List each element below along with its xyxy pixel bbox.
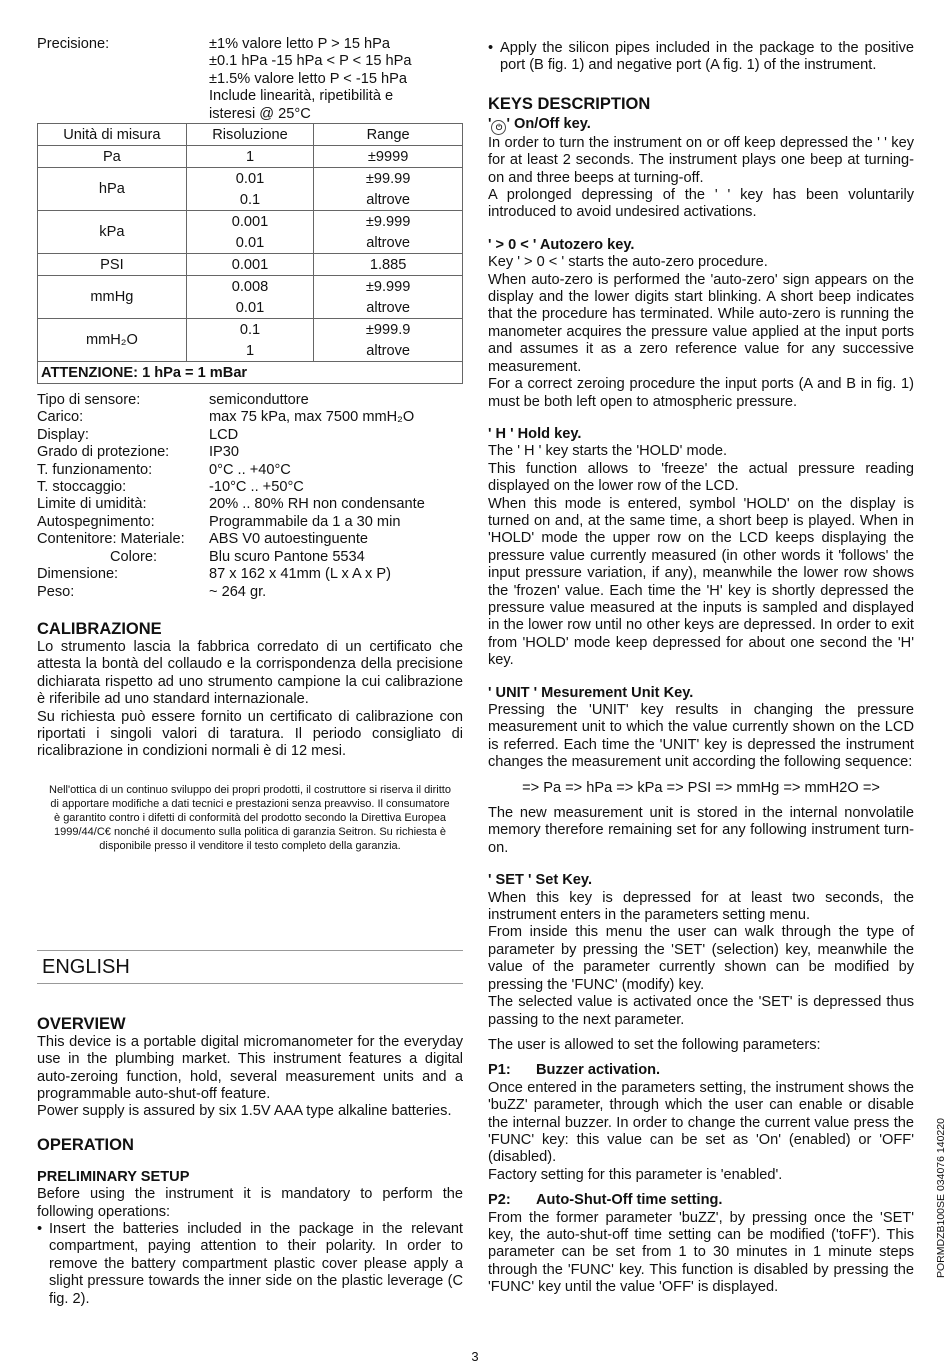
spec-row [37,584,463,601]
autozero-paragraph: When auto-zero is performed the 'auto-zero' sign appears on the display and the lower digits start blinking. A short beep indicates that the procedure has terminated. While auto-zero is running the manometer acquires the pressure value applied at the input ports and assumes it as a zero reference value for any successive measurement. [488,271,914,375]
list-item: • Apply the silicon pipes included in the package to the positive port (B fig. 1) and negative port (A fig. 1) of the instrument. [488,40,914,75]
resolution-cell: 1 [186,340,314,362]
precision-line: ±1.5% valore letto P < -15 hPa [209,70,407,87]
spec-value: 87 x 162 x 41mm (L x A x P) [209,566,391,583]
document-code: PORMDZB100SE 034076 140220 [935,1118,947,1278]
spec-value: 0°C .. +40°C [209,461,291,478]
onoff-paragraph: In order to turn the instrument on or off keep depressed the ' ' key for at least 2 seconds. The instrument plays one beep at turning-on and three beeps at turning-off. [488,134,914,186]
set-paragraph: The user is allowed to set the following parameters: [488,1036,821,1053]
specs-list [37,392,463,601]
table-row [38,254,463,276]
spec-row [37,549,463,566]
resolution-cell: 0.01 [186,168,314,190]
autozero-key-heading: ' > 0 < ' Autozero key. [488,236,635,253]
range-cell: ±9.999 [314,276,463,298]
parameter-p1-heading [488,1062,914,1079]
precision-label: Precisione: [37,36,110,52]
preliminary-setup-heading: PRELIMINARY SETUP [37,1168,190,1185]
onoff-paragraph: A prolonged depressing of the ' ' key has been voluntarily introduced to avoid undesired activations. [488,187,914,221]
right-column [488,36,914,1297]
resolution-cell: 0.1 [186,189,314,211]
precision-line: ±0.1 hPa -15 hPa < P < 15 hPa [209,53,412,70]
overview-paragraph: Power supply is assured by six 1.5V AAA type alkaline batteries. [37,1103,452,1120]
calibration-paragraph: Su richiesta può essere fornito un certificato di calibrazione con riportati i singoli valori di taratura. Il periodo consigliato di ricalibrazione in condizioni normali è di 12 mesi. [37,708,463,760]
spec-label: T. funzionamento: [37,461,153,478]
resolution-cell: 0.001 [186,254,314,276]
set-key-heading: ' SET ' Set Key. [488,872,592,889]
set-paragraph: The selected value is activated once the 'SET' is depressed thus passing to the next parameter. [488,994,914,1028]
set-paragraph: When this key is depressed for at least two seconds, the instrument enters in the parameters setting menu. [488,889,914,924]
table-row [38,362,463,384]
range-cell: ±99.99 [314,168,463,190]
set-paragraph: From inside this menu the user can walk through the type of parameter by pressing the 'SET' (selection) key, meanwhile the value of the parameter currently shown can be modified by pressing the 'FUNC' (modify) key. [488,924,914,993]
spec-row [37,427,463,444]
spec-label: Peso: [37,583,75,600]
unit-key-heading: ' UNIT ' Mesurement Unit Key. [488,684,694,701]
onoff-key-title: ' On/Off key. [506,115,591,132]
overview-heading: OVERVIEW [37,1014,126,1033]
unit-cell: mmHg [38,276,187,319]
spec-row [37,409,463,426]
spec-label: Display: [37,426,89,443]
spec-value: max 75 kPa, max 7500 mmH₂O [209,409,415,426]
hold-paragraph: This function allows to 'freeze' the actual pressure reading displayed on the lower row of the LCD. [488,460,914,495]
resolution-cell: 0.1 [186,319,314,341]
autozero-paragraph: Key ' > 0 < ' starts the auto-zero procedure. [488,254,768,271]
range-cell: 1.885 [314,254,463,276]
parameter-number: P1: [488,1062,511,1079]
range-cell: altrove [314,189,463,211]
spec-value: ~ 264 gr. [209,583,267,600]
spec-row [37,531,463,548]
precision-line: ±1% valore letto P > 15 hPa [209,36,390,52]
warranty-disclaimer: Nell'ottica di un continuo sviluppo dei propri prodotti, il costruttore si riserva il diritto di apportare modifiche a dati tecnici e prestazioni senza preavviso. Il consumatore è garantito contro i difetti di conformità del prodotto secondo la Direttiva Europea 1999/44/C€ nonché il documento sulla politica di garanzia Seitron. Su richiesta è disponibile presso il venditore il testo completo della garanzia. [49,783,451,852]
hold-key-heading: ' H ' Hold key. [488,425,582,442]
p1-paragraph: Once entered in the parameters setting, the instrument shows the 'buZZ' parameter, through which the user can enable or disable the internal buzzer. In order to change the current value press the 'FUNC' key: this value can be set as 'On' (enabled) or 'OFF' (disabled). [488,1079,914,1166]
table-row [38,319,463,341]
precision-values [209,36,463,123]
power-icon: ⏻ [491,120,506,135]
table-header: Range [314,124,463,146]
units-table [37,123,463,384]
range-cell: ±999.9 [314,319,463,341]
parameter-title: Buzzer activation. [536,1062,661,1079]
spec-value: Blu scuro Pantone 5534 [209,548,365,565]
precision-line: Include linearità, ripetibilità e [209,88,394,105]
overview-paragraph: This device is a portable digital micromanometer for the everyday use in the plumbing market. This instrument features a digital auto-zeroing function, hold, several measurement units and a programmable auto-shut-off feature. [37,1033,463,1102]
resolution-cell: 0.01 [186,232,314,254]
preliminary-list [37,1221,463,1308]
page-number: 3 [471,1349,479,1364]
p1-factory-setting: Factory setting for this parameter is 'enabled'. [488,1166,783,1183]
spec-row [37,462,463,479]
attention-note: ATTENZIONE: 1 hPa = 1 mBar [38,362,463,384]
spec-value: semiconduttore [209,392,309,409]
spec-label: T. stoccaggio: [37,479,127,496]
parameter-title: Auto-Shut-Off time setting. [536,1192,723,1209]
preliminary-paragraph: Before using the instrument it is mandatory to perform the following operations: [37,1186,463,1220]
spec-label: Grado di protezione: [37,444,170,461]
spec-label: Carico: [37,409,84,426]
resolution-cell: 0.01 [186,297,314,319]
spec-row [37,479,463,496]
spec-row [37,444,463,461]
range-cell: altrove [314,340,463,362]
hold-paragraph: The ' H ' key starts the 'HOLD' mode. [488,443,728,460]
onoff-key-heading: ' ⏻ ' On/Off key. [488,116,914,135]
table-row [38,168,463,190]
unit-paragraph: Pressing the 'UNIT' key results in changing the pressure measurement unit to which the value currently shown on the LCD is referred. Each time the 'UNIT' key is depressed the instrument changes the measurement unit according the following sequence: [488,702,914,771]
table-header-row [38,124,463,146]
resolution-cell: 1 [186,146,314,168]
spec-row [37,566,463,583]
spec-label: Autospegnimento: [37,513,155,530]
spec-label: Dimensione: [37,566,119,583]
unit-cell: PSI [38,254,187,276]
spec-value: LCD [209,426,239,443]
setup-list [488,40,914,75]
language-section-banner [37,950,463,984]
spec-value: -10°C .. +50°C [209,479,304,496]
precision-spec [37,36,463,123]
range-cell: altrove [314,232,463,254]
resolution-cell: 0.008 [186,276,314,298]
keys-description-heading: KEYS DESCRIPTION [488,94,651,113]
range-cell: ±9.999 [314,211,463,233]
list-item: • Insert the batteries included in the package in the relevant compartment, paying attention to their polarity. In order to remove the battery compartment plastic cover please apply a slight pressure towards the inner side on the plastic leverage (C fig. 2). [37,1221,463,1308]
precision-line: isteresi @ 25°C [209,105,311,122]
p2-paragraph: From the former parameter 'buZZ', by pressing once the 'SET' key, the auto-shut-off time setting can be modified ('toFF'). This parameter can be set from 1 to 30 minutes in 1 minute steps through the 'FUNC' key. This function is disabled by pressing the 'FUNC' key until the value 'OFF' is displayed. [488,1209,914,1296]
resolution-cell: 0.001 [186,211,314,233]
spec-value: ABS V0 autoestinguente [209,531,369,548]
spec-label: Contenitore: Materiale: [37,531,185,548]
autozero-paragraph: For a correct zeroing procedure the input ports (A and B in fig. 1) must be both left open to atmospheric pressure. [488,376,914,410]
range-cell: altrove [314,297,463,319]
table-row [38,276,463,298]
unit-cell: Pa [38,146,187,168]
unit-cell: mmH₂O [38,319,187,362]
spec-row [37,514,463,531]
hold-paragraph: When this mode is entered, symbol 'HOLD' on the display is turned on and, at the same time, a short beep is played. When in 'HOLD' mode the upper row on the LCD keeps displaying the pressure value currently measured (in other words it 'follows' the input pressure variation, if any), meanwhile the lower row shows the 'frozen' value. Each time the 'H' key is shortly depressed the pressure value measured at the inputs is sampled and displayed in the lower row until no other keys are depressed. In order to exit from 'HOLD' mode keep depressed for about one second the 'H' key. [488,495,914,669]
parameter-number: P2: [488,1192,511,1209]
unit-cell: kPa [38,211,187,254]
spec-value: Programmabile da 1 a 30 min [209,513,401,530]
range-cell: ±9999 [314,146,463,168]
spec-row [37,392,463,409]
spec-value: 20% .. 80% RH non condensante [209,496,425,513]
spec-label: Tipo di sensore: [37,392,141,409]
calibration-paragraph: Lo strumento lascia la fabbrica corredato di un certificato che attesta la bontà del collaudo e la corrispondenza della precisione dichiarata rispetto ad uno strumento campione la cui calibrazione è riferibile ad uno standard internazionale. [37,638,463,708]
parameter-p2-heading [488,1192,914,1209]
table-header: Risoluzione [186,124,314,146]
language-title: ENGLISH [42,955,130,978]
table-row [38,211,463,233]
unit-sequence: => Pa => hPa => kPa => PSI => mmHg => mmH2O => [522,779,880,796]
unit-paragraph: The new measurement unit is stored in the internal nonvolatile memory therefore remaining set for any following instrument turn-on. [488,805,914,856]
table-row [38,146,463,168]
spec-value: IP30 [209,444,240,461]
spec-label: Colore: [37,548,158,565]
calibration-heading: CALIBRAZIONE [37,619,162,638]
left-column [37,36,463,1308]
spec-row [37,496,463,513]
spec-label: Limite di umidità: [37,496,147,513]
table-header: Unità di misura [38,124,187,146]
operation-heading: OPERATION [37,1135,134,1154]
unit-cell: hPa [38,168,187,211]
